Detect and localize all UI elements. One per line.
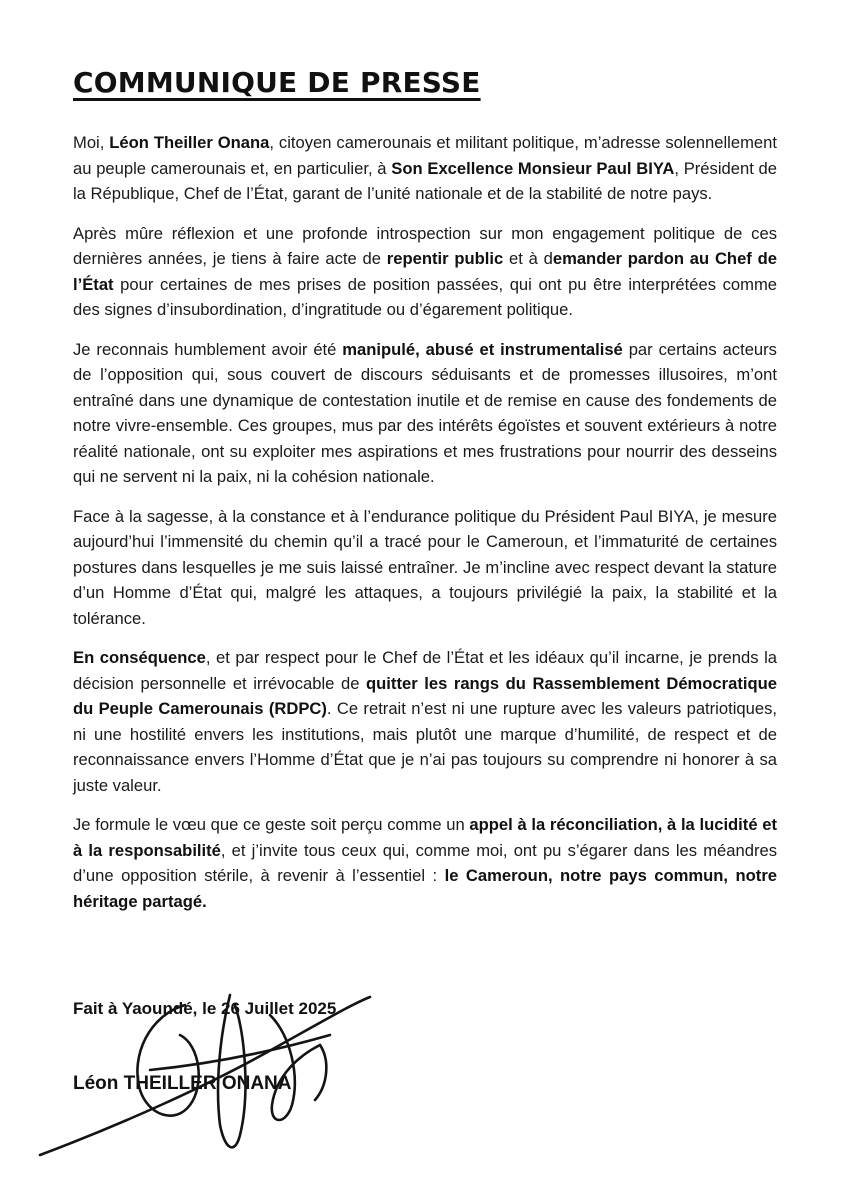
bold-text-run: En conséquence — [73, 648, 206, 667]
text-run: Je reconnais humblement avoir été — [73, 339, 343, 359]
bold-text-run: quitter les rangs du Rassemblement Démocratique du Peuple Camerounais (RDPC) — [73, 673, 777, 718]
text-run: Je formule le vœu que ce geste soit perçu comme un — [73, 815, 470, 834]
bold-text-run: Léon Theiller Onana — [109, 133, 270, 152]
bold-text-run: appel à la réconciliation, à la lucidité et à la responsabilité — [73, 815, 777, 860]
paragraph — [73, 221, 777, 323]
bold-text-run: le Cameroun, notre pays commun, notre héritage partagé. — [73, 866, 778, 911]
text-run: . Ce retrait n’est ni une rupture avec les valeurs patriotiques, ni une hostilité envers les institutions, mais plutôt une marque d’humilité, de respect et de reconnaissance envers l’Homme d’État que je n’ai pas toujours su comprendre ni honorer à sa juste valeur. — [73, 699, 777, 795]
document-title: COMMUNIQUE DE PRESSE — [73, 66, 481, 99]
bold-text-run: repentir public — [386, 249, 504, 268]
text-run: , Président de la République, Chef de l’État, garant de l’unité nationale et de la stabilité de notre pays. — [73, 158, 778, 203]
document-body — [73, 130, 777, 928]
text-run: pour certaines de mes prises de position passées, qui ont pu être interprétées comme des signes d’insubordination, d’ingratitude ou d’égarement politique. — [73, 274, 777, 319]
bold-text-run: manipulé, abusé et instrumentalisé — [342, 339, 623, 359]
text-run: Après mûre réflexion et une profonde introspection sur mon engagement politique de ces dernières années, je tiens à faire acte de — [73, 223, 777, 268]
text-run: , citoyen camerounais et militant politique, m’adresse solennellement au peuple camerounais et, en particulier, à — [73, 133, 777, 178]
paragraph — [73, 645, 777, 798]
text-run: , et par respect pour le Chef de l’État et les idéaux qu’il incarne, je prends la décision personnelle et irrévocable de — [73, 648, 777, 693]
paragraph — [73, 504, 777, 632]
text-run: , et j’invite tous ceux qui, comme moi, ont pu s’égarer dans les méandres d’une opposition stérile, à revenir à l’essentiel : — [73, 840, 777, 885]
bold-text-run: emander pardon au Chef de l’État — [73, 249, 777, 294]
paragraph — [73, 812, 777, 914]
bold-text-run: Son Excellence Monsieur Paul BIYA — [391, 158, 675, 178]
text-run: Moi, — [73, 133, 110, 152]
place-and-date: Fait à Yaoundé, le 26 Juillet 2025 — [73, 999, 337, 1018]
text-run: Face à la sagesse, à la constance et à l’endurance politique du Président Paul BIYA, je mesure aujourd’hui l’immensité du chemin qu’il a tracé pour le Cameroun, et l’immaturité de certaines postures dans lesquelles je me suis laissé entraîner. Je m’incline avec respect devant la stature d’un Homme d’État qui, malgré les attaques, a toujours privilégié la paix, la stabilité et la tolérance. — [73, 506, 777, 628]
signer-name: Léon THEILLER ONANA — [73, 1073, 292, 1094]
text-run: et à d — [503, 249, 553, 268]
paragraph — [73, 130, 777, 207]
paragraph — [73, 337, 777, 490]
text-run: par certains acteurs de l’opposition qui, sous couvert de discours séduisants et de promesses illusoires, m’ont entraîné dans une dynamique de contestation inutile et de remise en cause des fondements de notre vivre-ensemble. Ces groupes, mus par des intérêts égoïstes et souvent extérieurs à notre réalité nationale, ont su exploiter mes aspirations et mes frustrations pour nourrir des desseins qui ne servent ni la paix, ni la cohésion nationale. — [73, 339, 777, 486]
